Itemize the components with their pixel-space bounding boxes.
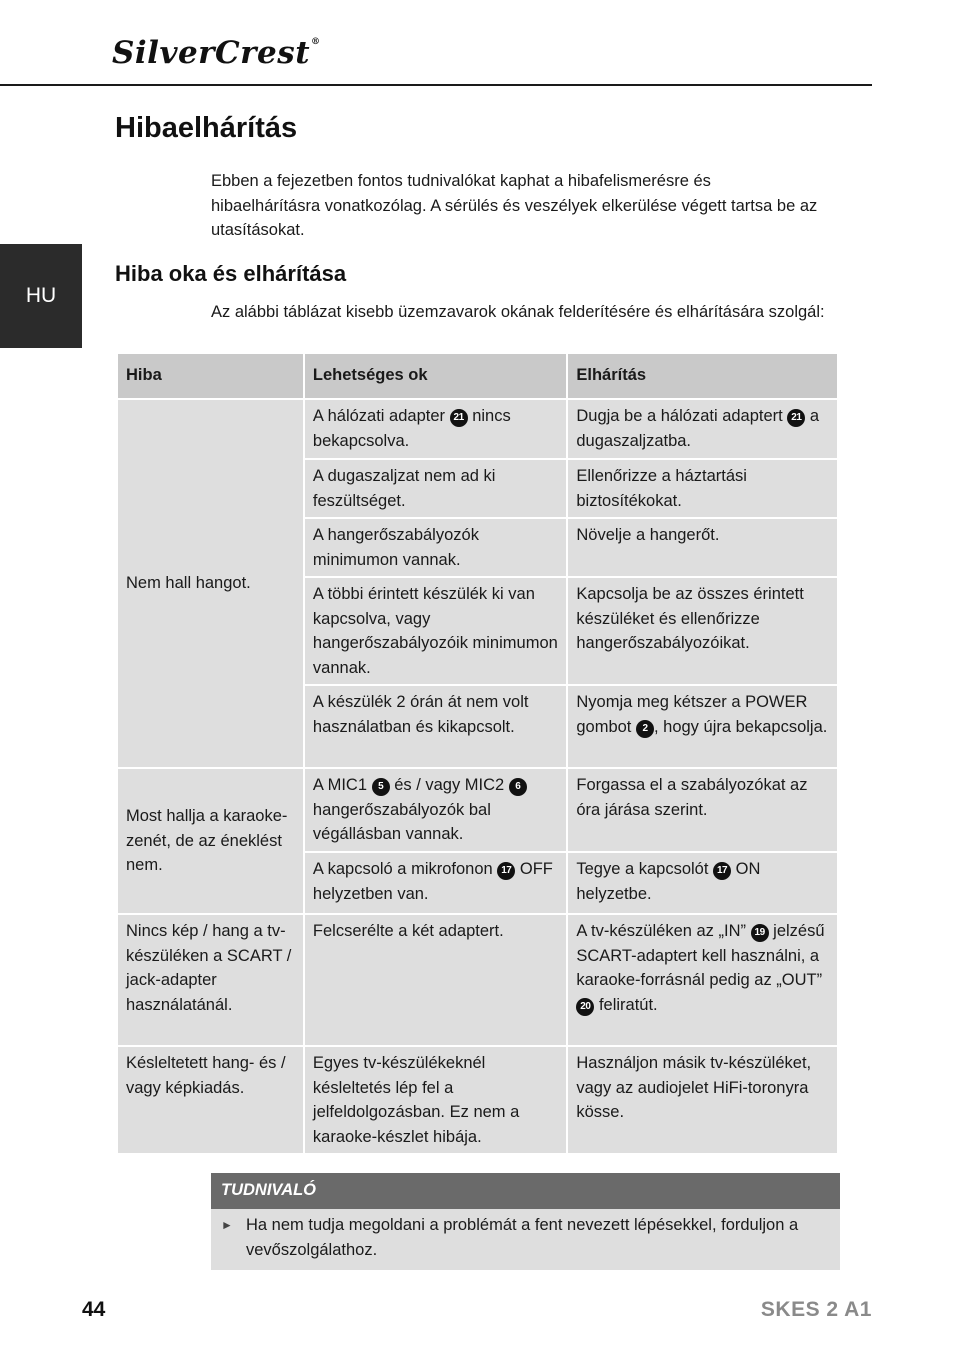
cause-cell: A dugaszaljzat nem ad ki feszültséget. (305, 460, 566, 517)
cause-cell: A készülék 2 órán át nem volt használatban és kikapcsolt. (305, 686, 566, 767)
ref-number-icon: 20 (576, 998, 594, 1016)
note-heading: TUDNIVALÓ (211, 1173, 840, 1209)
fix-cell: A tv-készüléken az „IN” 19 jelzésű SCART-adaptert kell használni, a karaoke-forrásnál pedig az „OUT” 20 feliratút. (568, 915, 837, 1045)
cause-cell: Felcserélte a két adaptert. (305, 915, 566, 1045)
table-intro-paragraph: Az alábbi táblázat kisebb üzemzavarok okának felderítésére és elhárítására szolgál: (211, 303, 825, 321)
fix-cell: Forgassa el a szabályozókat az óra járása szerint. (568, 769, 837, 851)
intro-paragraph: Ebben a fejezetben fontos tudnivalókat kaphat a hibafelismerésre és hibaelhárításra vonatkozólag. A sérülés és veszélyek elkerülése végett tartsa be az utasításokat. (211, 172, 818, 239)
header-cause: Lehetséges ok (305, 354, 566, 398)
cause-cell: A többi érintett készülék ki van kapcsolva, vagy hangerőszabályozóik minimumon vannak. (305, 578, 566, 684)
cause-cell: A hangerőszabályozók minimumon vannak. (305, 519, 566, 576)
table-row (118, 400, 837, 458)
fault-cell: Most hallja a karaoke-zenét, de az éneklést nem. (118, 769, 303, 913)
ref-number-icon: 17 (713, 862, 731, 880)
ref-number-icon: 2 (636, 720, 654, 738)
table-row (118, 915, 837, 1045)
ref-number-icon: 21 (450, 409, 468, 427)
note-text: Ha nem tudja megoldani a problémát a fent nevezett lépésekkel, forduljon a vevőszolgálathoz. (246, 1216, 799, 1259)
table-row (118, 769, 837, 851)
cause-cell: A hálózati adapter 21 nincs bekapcsolva. (305, 400, 566, 458)
page-title: Hibaelhárítás (115, 112, 298, 144)
language-tab: HU (0, 244, 82, 348)
fix-cell: Kapcsolja be az összes érintett készüléket és ellenőrizze hangerőszabályozóikat. (568, 578, 837, 684)
registered-mark: ® (311, 37, 321, 47)
cause-cell: Egyes tv-készülékeknél késleltetés lép fel a jelfeldolgozásban. Ez nem a karaoke-készlet hibája. (305, 1047, 566, 1153)
fault-cell: Nincs kép / hang a tv-készüléken a SCART / jack-adapter használatánál. (118, 915, 303, 1045)
header-fix: Elhárítás (568, 354, 837, 398)
table-header-row (118, 354, 837, 398)
model-number: SKES 2 A1 (760, 1298, 872, 1321)
note-body (211, 1209, 840, 1270)
fix-cell: Nyomja meg kétszer a POWER gombot 2 , hogy újra bekapcsolja. (568, 686, 837, 767)
ref-number-icon: 6 (509, 778, 527, 796)
cause-cell: A MIC1 5 és / vagy MIC2 6 hangerőszabályozók bal végállásban vannak. (305, 769, 566, 851)
header-fault: Hiba (118, 354, 303, 398)
fix-cell: Ellenőrizze a háztartási biztosítékokat. (568, 460, 837, 517)
fault-cell: Késleltetett hang- és / vagy képkiadás. (118, 1047, 303, 1153)
brand-logo (112, 35, 321, 71)
subsection-title: Hiba oka és elhárítása (115, 261, 347, 286)
header-rule (0, 84, 872, 86)
ref-number-icon: 21 (787, 409, 805, 427)
brand-name: SilverCrest (112, 35, 311, 71)
ref-number-icon: 17 (497, 862, 515, 880)
fix-cell: Dugja be a hálózati adaptert 21 a dugaszaljzatba. (568, 400, 837, 458)
troubleshooting-table (116, 352, 839, 1155)
fix-cell: Tegye a kapcsolót 17 ON helyzetbe. (568, 853, 837, 913)
note-box (211, 1173, 840, 1270)
cause-cell: A kapcsoló a mikrofonon 17 OFF helyzetben van. (305, 853, 566, 913)
fix-cell: Növelje a hangerőt. (568, 519, 837, 576)
page-number: 44 (82, 1298, 106, 1321)
fault-cell: Nem hall hangot. (118, 400, 303, 767)
arrow-bullet-icon: ► (221, 1218, 233, 1232)
table-row (118, 1047, 837, 1153)
ref-number-icon: 5 (372, 778, 390, 796)
ref-number-icon: 19 (751, 924, 769, 942)
fix-cell: Használjon másik tv-készüléket, vagy az audiojelet HiFi-toronyra kösse. (568, 1047, 837, 1153)
